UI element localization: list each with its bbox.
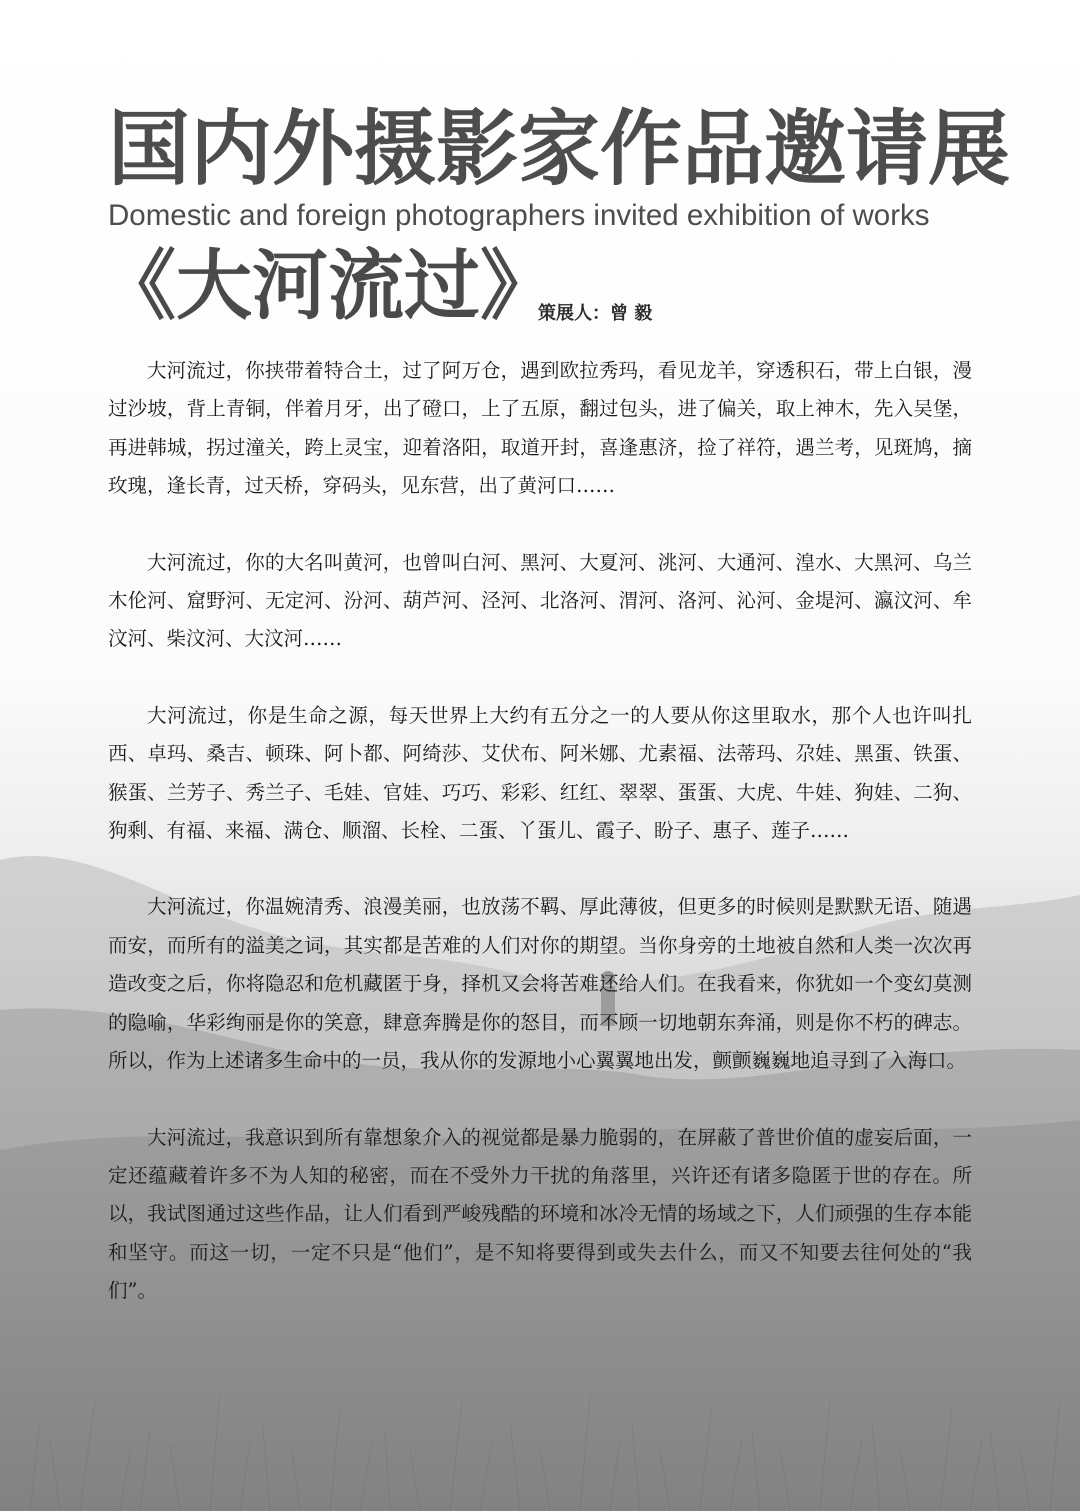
paragraph-2: 大河流过，你的大名叫黄河，也曾叫白河、黑河、大夏河、洮河、大通河、湟水、大黑河、乌兰木伦河、窟野河、无定河、汾河、葫芦河、泾河、北洛河、渭河、洛河、沁河、金堤河、瀛汶河、牟汶河、柴汶河、大汶河……: [108, 550, 972, 651]
paragraph-5: 大河流过，我意识到所有靠想象介入的视觉都是暴力脆弱的，在屏蔽了普世价值的虚妄后面，一定还蕴藏着许多不为人知的秘密，而在不受外力干扰的角落里，兴许还有诸多隐匿于世的存在。所以，我试图通过这些作品，让人们看到严峻残酷的环境和冰冷无情的场域之下，人们顽强的生存本能和坚守。而这一切，一定不只是“他们”，是不知将要得到或失去什么，而又不知要去往何处的“我们”。: [108, 1125, 972, 1303]
paragraph-1: 大河流过，你挟带着特合土，过了阿万仓，遇到欧拉秀玛，看见龙羊，穿透积石，带上白银，漫过沙坡，背上青铜，伴着月牙，出了磴口，上了五原，翻过包头，进了偏关，取上神木，先入吴堡，再进韩城，拐过潼关，跨上灵宝，迎着洛阳，取道开封，喜逢惠济，捡了祥符，遇兰考，见斑鸠，摘玫瑰，逢长青，过天桥，穿码头，见东营，出了黄河口……: [108, 359, 972, 498]
article-body: [108, 352, 972, 1349]
title-english: Domestic and foreign photographers invited exhibition of works: [108, 199, 930, 232]
curator-credit: 策展人：曾 毅: [538, 303, 653, 324]
paragraph-4: 大河流过，你温婉清秀、浪漫美丽，也放荡不羁、厚此薄彼，但更多的时候则是默默无语、随遇而安，而所有的溢美之词，其实都是苦难的人们对你的期望。当你身旁的土地被自然和人类一次次再造改变之后，你将隐忍和危机藏匿于身，择机又会将苦难还给人们。在我看来，你犹如一个变幻莫测的隐喻，华彩绚丽是你的笑意，肆意奔腾是你的怒目，而不顾一切地朝东奔涌，则是你不朽的碑志。所以，作为上述诸多生命中的一员，我从你的发源地小心翼翼地出发，颤颤巍巍地追寻到了入海口。: [108, 895, 972, 1073]
exhibition-title: 《大河流过》: [100, 241, 556, 330]
title-chinese: 国内外摄影家作品邀请展: [108, 102, 1011, 197]
paragraph-3: 大河流过，你是生命之源，每天世界上大约有五分之一的人要从你这里取水，那个人也许叫扎西、卓玛、桑吉、顿珠、阿卜都、阿绮莎、艾伏布、阿米娜、尤素福、法蒂玛、尕娃、黑蛋、铁蛋、猴蛋、兰芳子、秀兰子、毛娃、官娃、巧巧、彩彩、红红、翠翠、蛋蛋、大虎、牛娃、狗娃、二狗、狗剩、有福、来福、满仓、顺溜、长栓、二蛋、丫蛋儿、霞子、盼子、惠子、莲子……: [108, 703, 972, 843]
